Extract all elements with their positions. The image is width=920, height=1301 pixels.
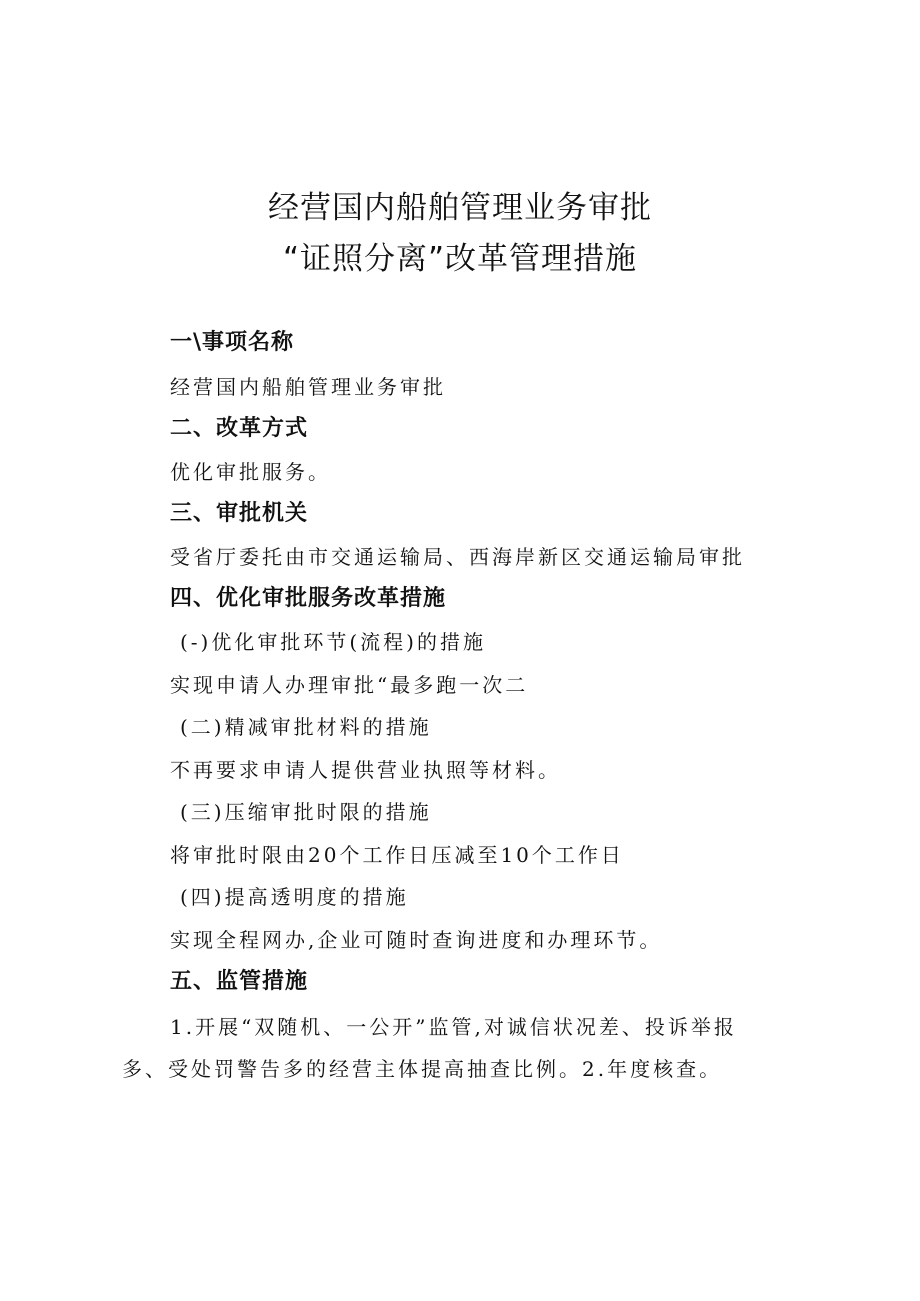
section-3-heading: 三、审批机关	[170, 501, 309, 526]
section-1-body: 经营国内船舶管理业务审批	[170, 375, 446, 399]
document-title-line2: “证照分离”改革管理措施	[282, 241, 638, 277]
section-4-sub4-body: 实现全程网办,企业可随时查询进度和办理环节。	[170, 928, 663, 952]
section-5-paragraph-line1: 1.开展“双随机、一公开”监管,对诚信状况差、投诉举报	[170, 1015, 737, 1039]
document-title-line1: 经营国内船舶管理业务审批	[268, 190, 652, 226]
section-4-sub3-body: 将审批时限由20个工作日压减至10个工作日	[170, 843, 624, 867]
section-1-heading: 一\事项名称	[170, 330, 295, 355]
section-4-sub1-body: 实现申请人办理审批“最多跑一次二	[170, 673, 529, 697]
section-2-body: 优化审批服务。	[170, 460, 331, 484]
section-3-body: 受省厅委托由市交通运输局、西海岸新区交通运输局审批	[170, 545, 745, 569]
section-4-sub2-body: 不再要求申请人提供营业执照等材料。	[170, 758, 561, 782]
section-4-sub3: (三)压缩审批时限的措施	[180, 800, 432, 824]
section-2-heading: 二、改革方式	[170, 416, 309, 441]
section-5-heading: 五、监管措施	[170, 969, 309, 994]
section-4-sub2: (二)精减审批材料的措施	[180, 715, 432, 739]
section-4-sub4: (四)提高透明度的措施	[180, 885, 409, 909]
section-4-sub1: (-)优化审批环节(流程)的措施	[180, 630, 486, 654]
section-4-heading: 四、优化审批服务改革措施	[170, 586, 447, 611]
section-5-paragraph-line2: 多、受处罚警告多的经营主体提高抽查比例。2.年度核查。	[122, 1057, 723, 1081]
